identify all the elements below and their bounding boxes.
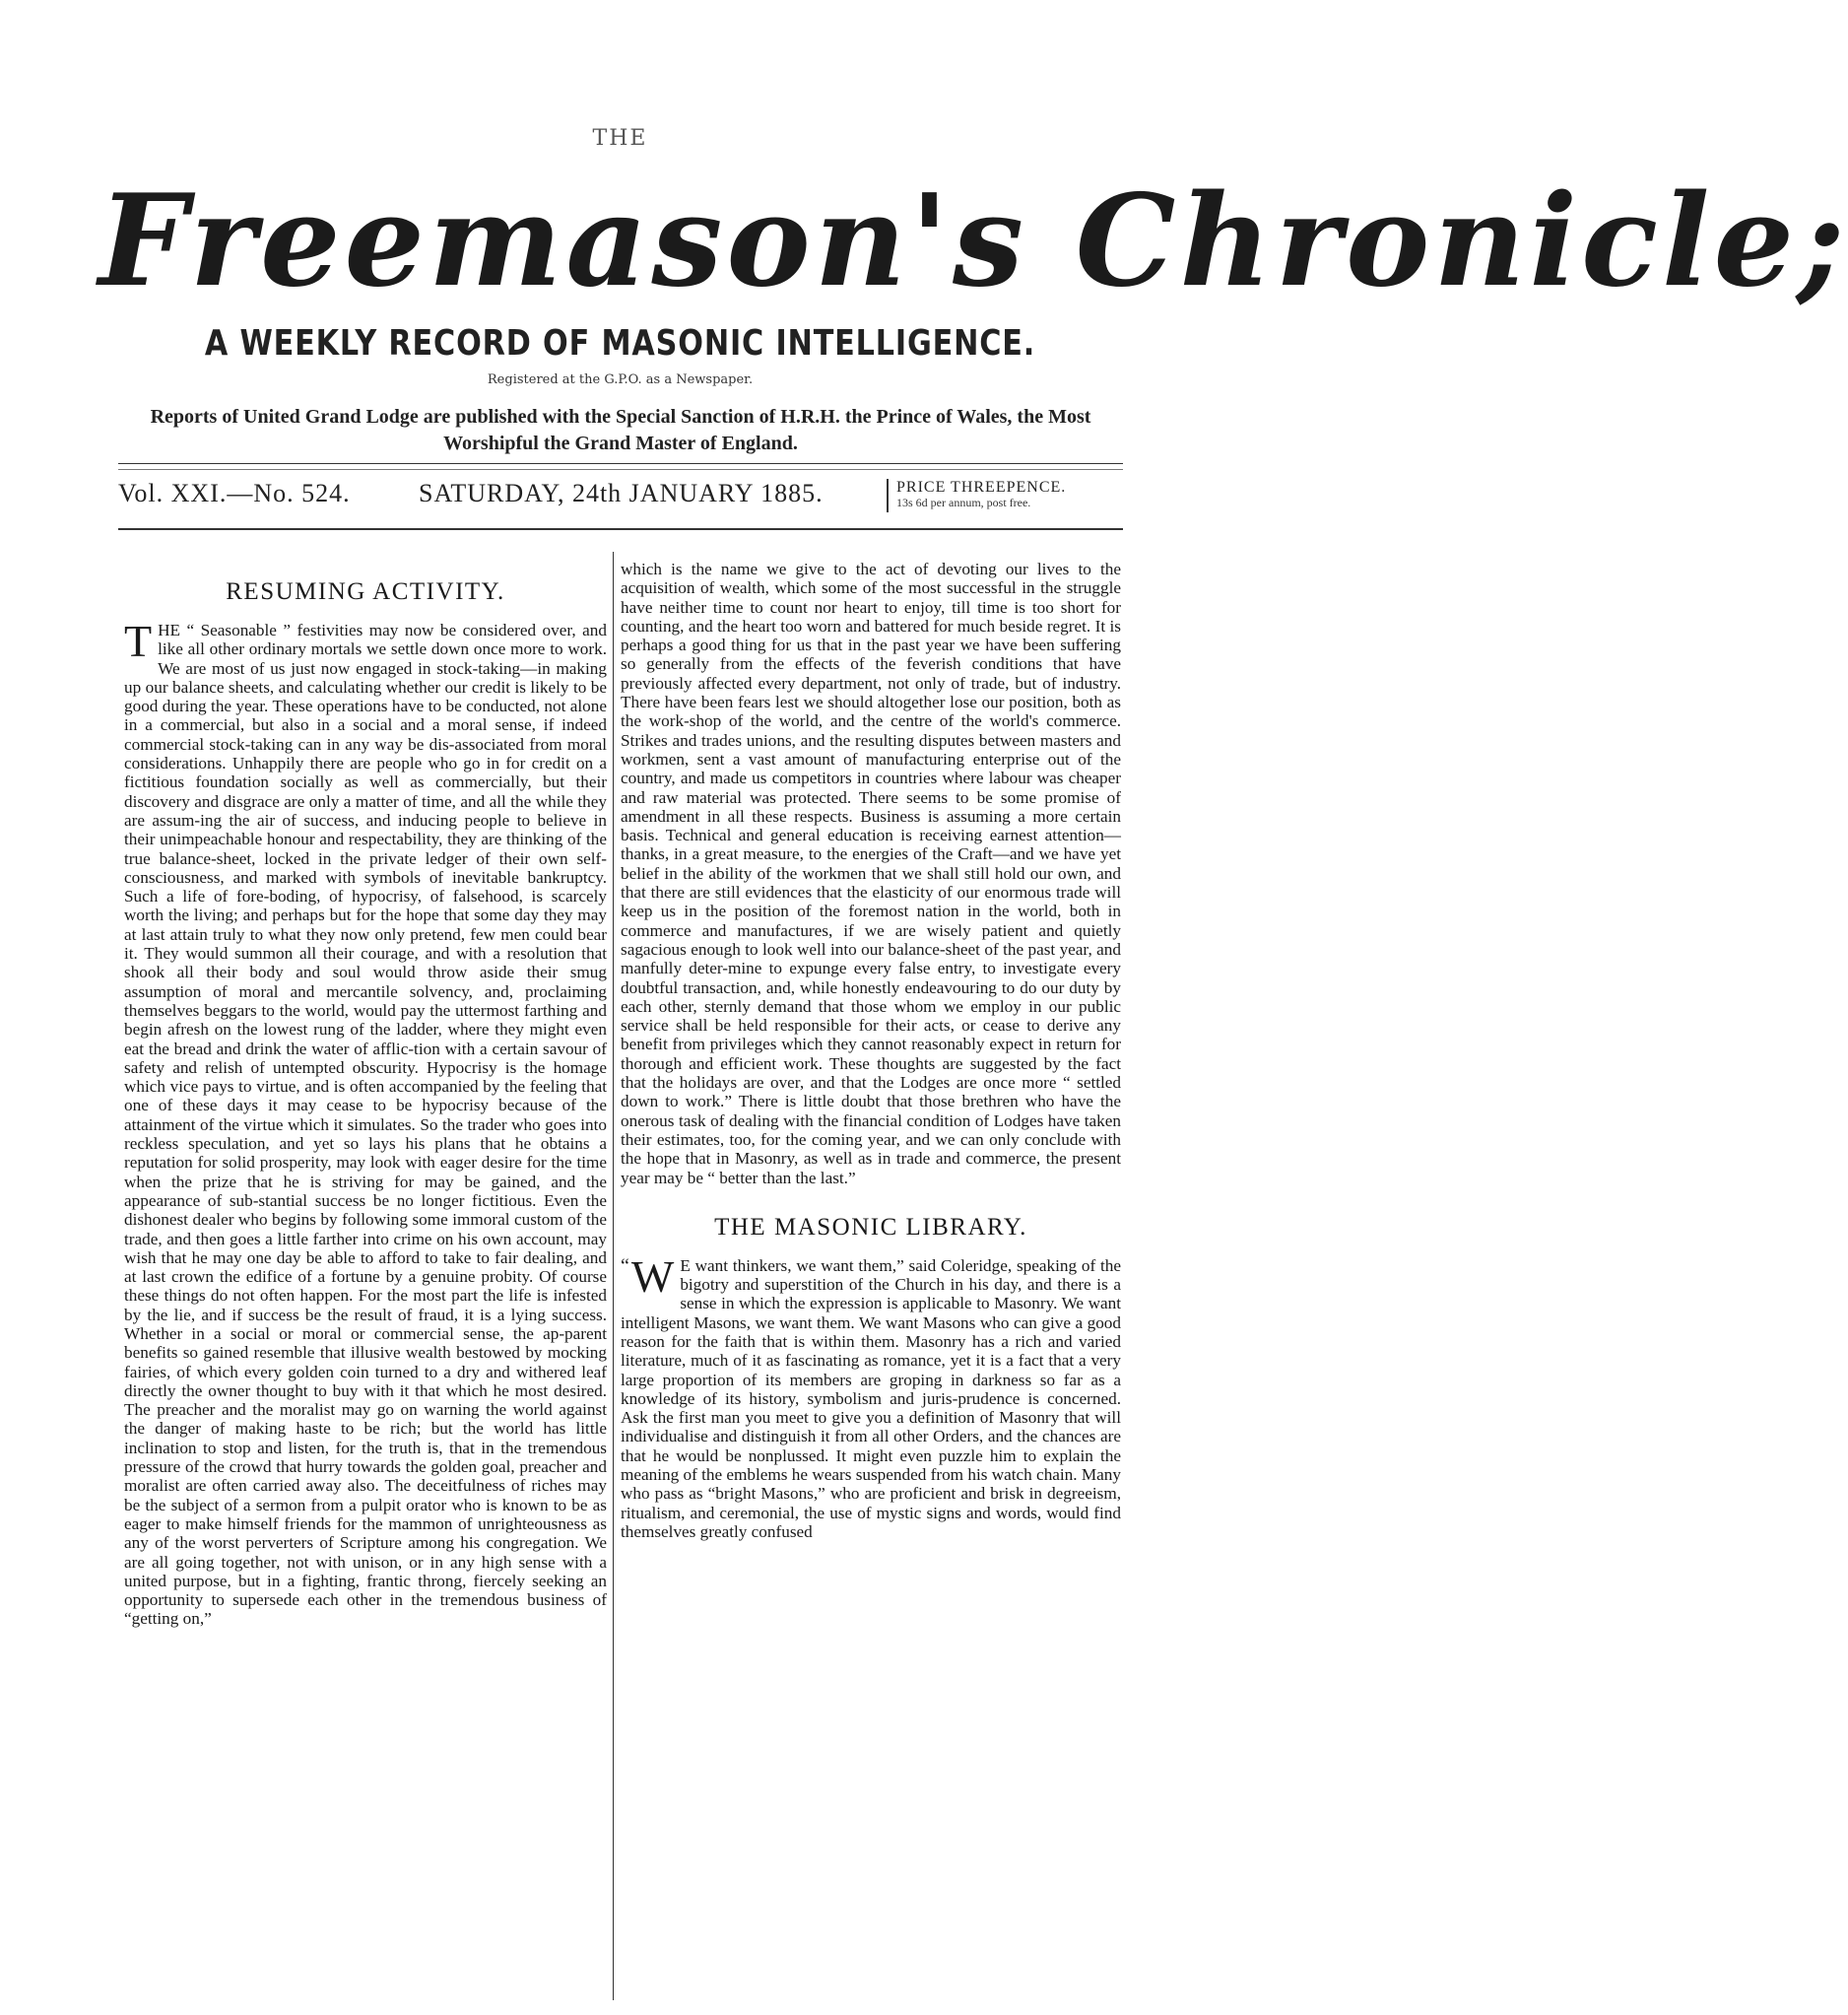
header-rule-top-double [118, 469, 1123, 470]
subscription-note: 13s 6d per annum, post free. [896, 496, 1031, 509]
left-column [124, 560, 607, 1998]
masthead-the-mark: THE [592, 126, 648, 151]
masthead-title: Freemason's Chronicle; [99, 168, 1848, 315]
header-rule-bottom [118, 528, 1123, 530]
article-continuation-resuming-activity: which is the name we give to the act of devoting our lives to the acquisition of wealth, which some of the most successful in the struggle have neither time to count nor heart to enjoy, till time is too short for counting, and the heart too worn and battered for much beside regret. It is perhaps a good thing for us that in the past year we have been suffering so generally from the effects of the feverish conditions that have previously affected every department, not only of trade, but of industry. There have been fears lest we should altogether lose our position, both as the work-shop of the world, and the centre of the world's commerce. Strikes and trades unions, and the resulting disputes between masters and workmen, sent a vast amount of manufacturing enterprise out of the country, and made us competitors in countries where labour was cheaper and raw material was protected. There seems to be some promise of amendment in all these respects. Business is assuming a more certain basis. Technical and general education is receiving earnest attention—thanks, in a great measure, to the energies of the Craft—and we have yet belief in the ability of the workmen that we shall still hold our own, and that there are still evidences that the elasticity of our enormous trade will keep us in the position of the foremost nation in the world, both in commerce and manufactures, if we are wisely patient and quietly sagacious enough to look well into our balance-sheet of the past year, and manfully deter-mine to expunge every false entry, to investigate every doubtful transaction, and, while honestly endeavouring to do our duty by each other, sternly demand that those whom we employ in our public service shall be held responsible for their acts, or cease to derive any benefit from privileges which they cannot reasonably expect in return for thorough and efficient work. These thoughts are suggested by the fact that the holidays are over, and that the Lodges are once more “ settled down to work.” There is little doubt that those brethren who have the onerous task of dealing with the financial condition of Lodges have taken their estimates, too, for the coming year, and we can only conclude with the hope that in Masonry, as well as in trade and commerce, the present year may be “ better than the last.” [621, 560, 1121, 1187]
article-body-resuming-activity [124, 616, 607, 1629]
opening-quote: “ [621, 1254, 629, 1277]
dropcap-w: W [630, 1250, 675, 1302]
issue-date: SATURDAY, 24th JANUARY 1885. [419, 479, 824, 507]
masonic-library-text: E want thinkers, we want them,” said Coleridge, speaking of the bigotry and superstition of the Church in his day, and there is a sense in which the expression is applicable to Masonry. We want intelligent Masons, we want them. We want Masons who can give a good reason for the faith that is within them. Masonry has a rich and varied literature, much of it as fascinating as romance, yet it is a fact that a very large proportion of its members are groping in darkness so far as a knowledge of its history, symbolism and juris-prudence is concerned. Ask the first man you meet to give you a definition of Masonry that will individualise and distinguish it from all other Orders, and the chances are that he would be nonplussed. It might even puzzle him to explain the meaning of the emblems he wears suspended from his watch chain. Many who pass as “bright Masons,” who are proficient and brisk in degreeism, ritualism, and ceremonial, the use of mystic signs and words, would find themselves greatly confused [621, 1255, 1121, 1541]
price-box [887, 479, 1123, 512]
issue-line [118, 475, 1143, 522]
reports-notice: Reports of United Grand Lodge are published with the Special Sanction of H.R.H. the Prince of Wales, the Most Worshipful the Grand Master of England. [150, 406, 1091, 454]
right-column [621, 560, 1121, 1998]
article-heading-resuming-activity: RESUMING ACTIVITY. [226, 578, 505, 605]
registration-notice: Registered at the G.P.O. as a Newspaper. [487, 372, 754, 387]
price: PRICE THREEPENCE. [896, 479, 1067, 496]
article-body-masonic-library [621, 1250, 1121, 1541]
article-heading-masonic-library: THE MASONIC LIBRARY. [714, 1213, 1027, 1241]
header-rule-top [118, 463, 1123, 464]
column-divider [613, 552, 614, 2000]
dropcap-t: T [124, 616, 153, 666]
masthead-subtitle: A WEEKLY RECORD OF MASONIC INTELLIGENCE. [204, 323, 1036, 364]
volume-number: Vol. XXI.—No. 524. [118, 479, 351, 507]
resuming-activity-text: HE “ Seasonable ” festivities may now be considered over, and like all other ordinary mortals we settle down once more to work. We are most of us just now engaged in stock-taking—in making up our balance sheets, and calculating whether our credit is likely to be good during the year. These operations have to be conducted, not alone in a commercial, but also in a social and a moral sense, if indeed commercial stock-taking can in any way be dis-associated from moral considerations. Unhappily there are people who go in for credit on a fictitious foundation socially as well as commercially, but their discovery and disgrace are only a matter of time, and all the while they are assum-ing the air of success, and inducing people to believe in their unimpeachable honour and respectability, they are thinking of the true balance-sheet, locked in the private ledger of their own self-consciousness, and marked with symbols of inevitable bankruptcy. Such a life of fore-boding, of hypocrisy, of falsehood, is scarcely worth the living; and perhaps but for the hope that some day they may at last attain truly to what they now only pretend, few men could bear it. They would summon all their courage, and with a resolution that shook all their body and soul would throw aside their smug assumption of moral and mercantile solvency, and, proclaiming themselves beggars to the world, would pay the uttermost farthing and begin afresh on the lowest rung of the ladder, where they might even eat the bread and drink the water of afflic-tion with a certain savour of safety and relish of untempted obscurity. Hypocrisy is the homage which vice pays to virtue, and is often accompanied by the feeling that one of these days it may cease to be hypocrisy because of the attainment of the virtue which it simulates. So the trader who goes into reckless speculation, and yet so lays his plans that he obtains a reputation for solid prosperity, may look with eager desire for the time when the prize that he is striving for may be gained, and the appearance of sub-stantial success be no longer fictitious. Even the dishonest dealer who begins by following some immoral custom of the trade, and then goes a little farther into crime on his own account, may wish that he may one day be able to afford to take to fair dealing, and at last crown the edifice of a fortune by a genuine probity. Of course these things do not often happen. For the most part the life is infested by the lie, and if success be the result of fraud, it is a lying success. Whether in a social or moral or commercial sense, the ap-parent benefits so gained resemble that illusive wealth bestowed by mocking fairies, of which every golden coin turned to a dry and withered leaf directly the owner thought to buy with it that which he most desired. The preacher and the moralist may go on warning the world against the danger of making haste to be rich; but the world has little inclination to stop and listen, for the truth is, that in the tremendous pressure of the crowd that hurry towards the golden goal, preacher and moralist are often carried away also. The deceitfulness of riches may be the subject of a sermon from a pulpit orator who is known to be as eager to make himself friends for the mammon of unrighteousness as any of the worst perverters of Scripture among his congregation. We are all going together, not with unison, or in any high sense with a united purpose, but in a fighting, frantic throng, fiercely seeking an opportunity to supersede each other in the tremendous business of “getting on,” [124, 621, 607, 1629]
